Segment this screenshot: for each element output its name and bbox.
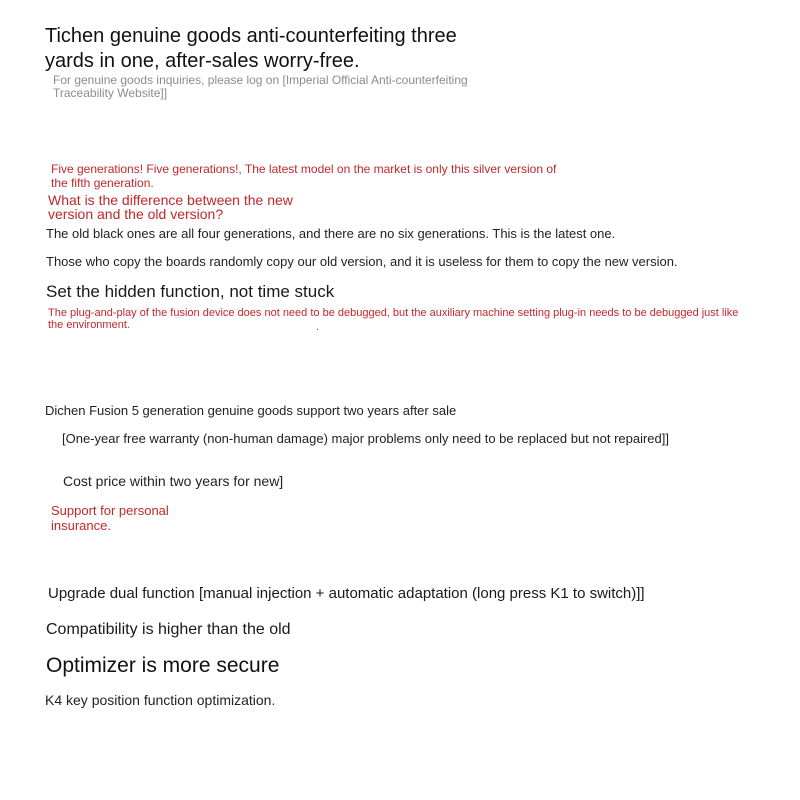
upgrade-feature: Upgrade dual function [manual injection + automatic adaptation (long press K1 to switch)]]: [48, 585, 645, 602]
after-sale-heading: Dichen Fusion 5 generation genuine goods support two years after sale: [45, 403, 457, 418]
verification-note: For genuine goods inquiries, please log on [Imperial Official Anti-counterfeiting Traceability Website]]: [53, 73, 468, 100]
generation-note: Five generations! Five generations!, The latest model on the market is only this silver version of the fifth generation.: [51, 162, 557, 190]
version-question: What is the difference between the new version and the old version?: [48, 192, 293, 222]
cost-price-note: Cost price within two years for new]: [63, 473, 284, 489]
insurance-note: Support for personal insurance.: [51, 503, 169, 533]
page-title: Tichen genuine goods anti-counterfeiting three yards in one, after-sales worry-free.: [45, 25, 457, 72]
copy-note: Those who copy the boards randomly copy our old version, and it is useless for them to copy the new version.: [46, 254, 678, 269]
compatibility-feature: Compatibility is higher than the old: [46, 621, 291, 638]
optimizer-feature: Optimizer is more secure: [46, 654, 280, 677]
warranty-note: [One-year free warranty (non-human damage) major problems only need to be replaced but not repaired]]: [62, 431, 669, 446]
k4-feature: K4 key position function optimization.: [45, 692, 276, 708]
plug-and-play-note: The plug-and-play of the fusion device does not need to be debugged, but the auxiliary machine setting plug-in needs to be debugged just like the environment.: [48, 307, 739, 331]
stray-dot: .: [316, 321, 320, 333]
old-black-note: The old black ones are all four generations, and there are no six generations. This is the latest one.: [46, 226, 616, 241]
hidden-function-heading: Set the hidden function, not time stuck: [46, 282, 335, 301]
